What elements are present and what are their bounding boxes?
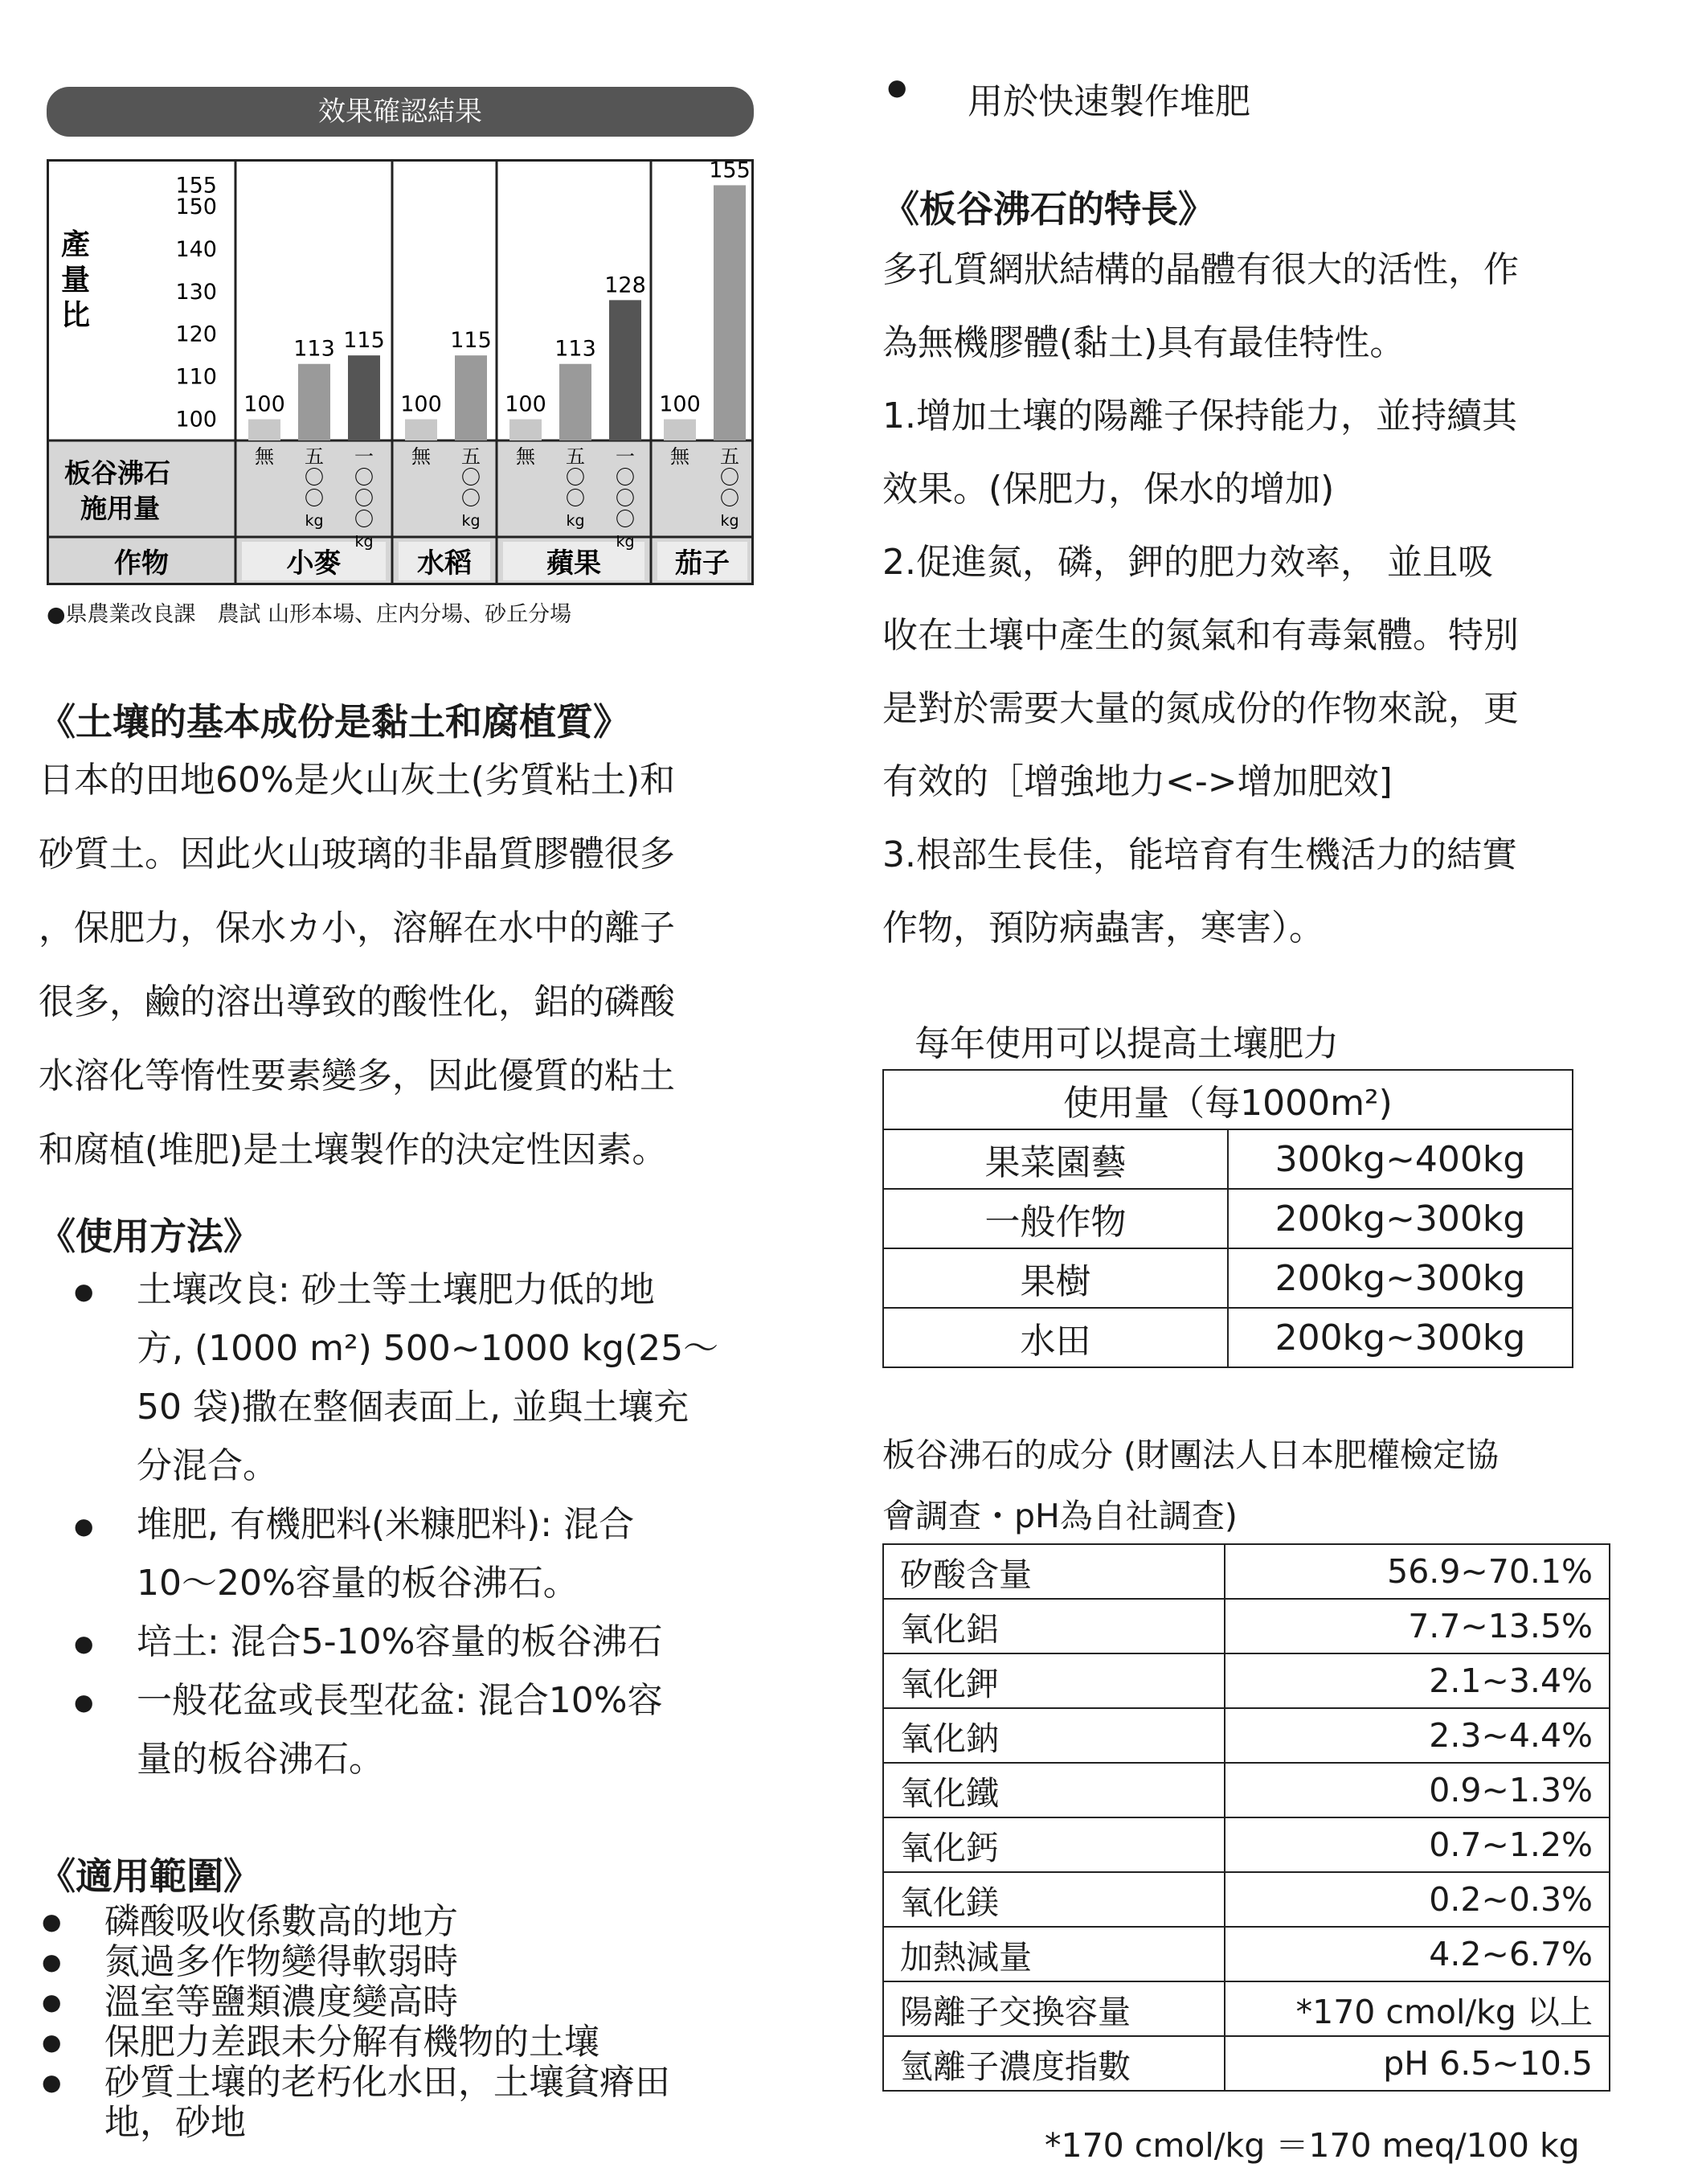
scope-heading: 《適用範圍》 <box>39 1854 260 1898</box>
amount-label: 〇 <box>305 487 324 510</box>
table-cell-component: 氧化鉀 <box>883 1653 1225 1708</box>
composition-caption-line: 會調查・pH為自社調查) <box>882 1497 1238 1535</box>
yield-chart <box>47 159 754 585</box>
table-row <box>883 1129 1573 1189</box>
table-cell-component: 矽酸含量 <box>883 1544 1225 1599</box>
bar <box>405 420 437 440</box>
amount-label: 〇 <box>305 466 324 489</box>
table-row <box>883 1763 1610 1817</box>
list-item <box>39 2063 794 2143</box>
y-axis-label: 產 <box>60 228 91 261</box>
table-header-cell: 使用量（每1000m²) <box>883 1070 1573 1129</box>
paragraph-line: ，保肥力，保水カ小，溶解在水中的離子 <box>39 908 675 949</box>
table-cell-amount: 200kg~300kg <box>1228 1189 1573 1248</box>
bar <box>455 355 487 440</box>
table-cell-amount: 200kg~300kg <box>1228 1308 1573 1367</box>
table-cell-amount: 200kg~300kg <box>1228 1248 1573 1308</box>
paragraph-line: 水溶化等惰性要素變多，因此優質的粘土 <box>39 1055 675 1096</box>
amount-label: 無 <box>516 445 535 468</box>
amount-label: 〇 <box>616 508 635 531</box>
amount-label: kg <box>566 512 585 530</box>
amount-row-label: 板谷沸石 <box>64 457 170 489</box>
table-row <box>883 1817 1610 1872</box>
amount-label: 〇 <box>566 487 585 510</box>
y-tick-label: 150 <box>175 194 217 219</box>
y-tick-label: 140 <box>175 236 217 262</box>
amount-label: 〇 <box>354 466 374 489</box>
table-cell-crop: 果菜園藝 <box>883 1129 1228 1189</box>
bar <box>348 355 380 440</box>
amount-label: 一 <box>354 445 374 468</box>
rate-caption: 每年使用可以提高土壤肥力 <box>914 1023 1339 1064</box>
list-item-line: 10～20%容量的板谷沸石。 <box>137 1563 579 1604</box>
list-item-line: 方, (1000 m²) 500~1000 kg(25～ <box>137 1328 719 1369</box>
table-row <box>883 1653 1610 1708</box>
table-cell-value: pH 6.5~10.5 <box>1225 2036 1610 2091</box>
paragraph-line: 2.促進氮，磷，鉀的肥力效率， 並且吸 <box>882 542 1493 583</box>
list-item-line: 量的板谷沸石。 <box>137 1739 384 1780</box>
amount-label: kg <box>305 512 324 530</box>
y-tick-label: 130 <box>175 279 217 305</box>
features-paragraph <box>882 233 1686 965</box>
list-item <box>39 1495 794 1612</box>
list-item-line: ● 磷酸吸收係數高的地方 <box>104 1901 458 1942</box>
table-cell-amount: 300kg~400kg <box>1228 1129 1573 1189</box>
list-item: ● 用於快速製作堆肥 <box>882 72 1250 124</box>
amount-label: 無 <box>670 445 689 468</box>
table-cell-crop: 水田 <box>883 1308 1228 1367</box>
table-cell-component: 陽離子交換容量 <box>883 1981 1225 2036</box>
paragraph-line: 3.根部生長佳，能培育有生機活力的結實 <box>882 834 1517 875</box>
paragraph-line: 很多，鹼的溶出導致的酸性化，鋁的磷酸 <box>39 981 675 1022</box>
y-tick-label: 110 <box>175 364 217 390</box>
amount-label: 五 <box>566 445 585 468</box>
paragraph-line: 日本的田地60%是火山灰土(劣質粘土)和 <box>39 760 676 801</box>
list-item-line: 50 袋)撒在整個表面上, 並與土壤充 <box>137 1387 689 1428</box>
list-item-line: ● 砂質土壤的老朽化水田，土壤貧瘠田 <box>104 2062 670 2103</box>
table-cell-crop: 一般作物 <box>883 1189 1228 1248</box>
chart-source: ●県農業改良課 農試 山形本場、庄内分場、砂丘分場 <box>47 602 572 627</box>
bar <box>509 420 542 440</box>
crop-row-label: 作物 <box>114 547 169 580</box>
paragraph-line: 和腐植(堆肥)是土壤製作的決定性因素。 <box>39 1129 668 1170</box>
compost-bullet <box>882 72 1250 124</box>
list-item-line: ● 保肥力差跟未分解有機物的土壤 <box>104 2022 599 2063</box>
table-cell-component: 氧化鎂 <box>883 1872 1225 1927</box>
paragraph-line: 為無機膠體(黏土)具有最佳特性。 <box>882 322 1405 363</box>
amount-label: 〇 <box>461 487 481 510</box>
list-item-line: ● 溫室等鹽類濃度變高時 <box>104 1981 458 2022</box>
list-item-line: ● 土壤改良: 砂土等土壤肥力低的地 <box>137 1269 655 1310</box>
chart-header: 效果確認結果 <box>47 87 754 137</box>
y-tick-label: 155 <box>175 173 217 199</box>
paragraph-line: 作物，預防病蟲害，寒害）。 <box>882 908 1324 949</box>
amount-label: 一 <box>616 445 635 468</box>
table-row <box>883 1308 1573 1367</box>
bar <box>298 364 330 440</box>
list-item <box>39 1942 794 1982</box>
list-item-line: 分混合。 <box>137 1445 278 1486</box>
paragraph-line: 效果。(保肥力，保水的增加) <box>882 469 1335 510</box>
paragraph-line: 1.增加土壤的陽離子保持能力，並持續其 <box>882 395 1517 436</box>
paragraph-line: 有效的［增強地力<->增加肥效] <box>882 761 1393 802</box>
crop-label: 蘋果 <box>546 547 601 580</box>
table-row <box>883 1981 1610 2036</box>
bar-value-label: 100 <box>243 391 285 417</box>
amount-label: 〇 <box>720 487 739 510</box>
amount-label: 五 <box>461 445 481 468</box>
amount-label: kg <box>616 533 635 551</box>
y-axis-label: 比 <box>60 299 91 332</box>
y-tick-label: 120 <box>175 322 217 347</box>
table-row <box>883 2036 1610 2091</box>
amount-label: 〇 <box>616 487 635 510</box>
paragraph-line: 砂質土。因此火山玻璃的非晶質膠體很多 <box>39 834 675 875</box>
table-cell-value: 0.9~1.3% <box>1225 1763 1610 1817</box>
paragraph-line: 是對於需要大量的氮成份的作物來說，更 <box>882 688 1519 729</box>
list-item <box>39 1671 794 1789</box>
bar-value-label: 113 <box>554 336 596 362</box>
bar-value-label: 155 <box>709 159 751 183</box>
table-row <box>883 1189 1573 1248</box>
table-row <box>883 1927 1610 1981</box>
list-item-line: ● 堆肥, 有機肥料(米糠肥料): 混合 <box>137 1504 635 1545</box>
crop-label: 水稻 <box>417 547 472 580</box>
table-cell-value: 2.3~4.4% <box>1225 1708 1610 1763</box>
table-cell-value: 56.9~70.1% <box>1225 1544 1610 1599</box>
table-row <box>883 1708 1610 1763</box>
list-item-line: ● 一般花盆或長型花盆: 混合10%容 <box>137 1680 663 1721</box>
bar <box>664 420 696 440</box>
paragraph-line: 多孔質網狀結構的晶體有很大的活性，作 <box>882 249 1519 290</box>
composition-footnote: *170 cmol/kg ＝170 meq/100 kg <box>1045 2126 1580 2165</box>
amount-label: 〇 <box>616 466 635 489</box>
soil-paragraph <box>39 744 794 1187</box>
list-item <box>39 2022 794 2063</box>
features-heading: 《板谷沸石的特長》 <box>882 187 1215 231</box>
table-cell-value: 2.1~3.4% <box>1225 1653 1610 1708</box>
list-item <box>39 1260 794 1495</box>
bar <box>559 364 591 440</box>
paragraph-line: 收在土壤中產生的氮氣和有毒氣體。特別 <box>882 615 1519 656</box>
crop-label: 小麥 <box>286 547 342 580</box>
list-item <box>39 1902 794 1942</box>
list-item <box>39 1612 794 1671</box>
table-row <box>883 1872 1610 1927</box>
table-cell-value: 4.2~6.7% <box>1225 1927 1610 1981</box>
composition-caption <box>882 1424 1686 1547</box>
bar-value-label: 100 <box>505 391 546 417</box>
table-row <box>883 1544 1610 1599</box>
list-item <box>39 1982 794 2022</box>
list-item-line: ● 氮過多作物變得軟弱時 <box>104 1941 458 1982</box>
soil-heading: 《土壤的基本成份是黏土和腐植質》 <box>39 700 630 744</box>
amount-label: 〇 <box>354 508 374 531</box>
table-row <box>883 1248 1573 1308</box>
bar-value-label: 128 <box>604 272 646 298</box>
bar-value-label: 115 <box>343 328 385 354</box>
usage-list <box>39 1260 794 1789</box>
amount-label: kg <box>720 512 739 530</box>
list-item-line: ● 培土: 混合5-10%容量的板谷沸石 <box>137 1621 663 1662</box>
amount-label: kg <box>461 512 481 530</box>
amount-label: 五 <box>305 445 324 468</box>
bar-value-label: 115 <box>450 328 492 354</box>
table-header-row <box>883 1070 1573 1129</box>
y-axis-label: 量 <box>60 264 91 297</box>
bar-value-label: 100 <box>659 391 701 417</box>
table-cell-component: 氧化鐵 <box>883 1763 1225 1817</box>
table-cell-component: 氧化鈉 <box>883 1708 1225 1763</box>
y-tick-label: 100 <box>175 407 217 432</box>
table-cell-value: 7.7~13.5% <box>1225 1599 1610 1653</box>
bar-value-label: 113 <box>293 336 335 362</box>
table-cell-value: 0.7~1.2% <box>1225 1817 1610 1872</box>
amount-label: 〇 <box>566 466 585 489</box>
amount-label: 〇 <box>354 487 374 510</box>
bar <box>714 185 746 440</box>
table-cell-value: 0.2~0.3% <box>1225 1872 1610 1927</box>
bar <box>609 300 641 440</box>
table-cell-component: 氫離子濃度指數 <box>883 2036 1225 2091</box>
table-cell-component: 氧化鋁 <box>883 1599 1225 1653</box>
scope-list <box>39 1902 794 2143</box>
amount-label: 五 <box>720 445 739 468</box>
amount-label: 無 <box>255 445 274 468</box>
amount-label: kg <box>354 533 374 551</box>
bar-value-label: 100 <box>400 391 442 417</box>
amount-label: 〇 <box>720 466 739 489</box>
amount-row-label: 施用量 <box>80 493 160 524</box>
crop-label: 茄子 <box>675 547 730 580</box>
table-cell-component: 氧化鈣 <box>883 1817 1225 1872</box>
table-cell-crop: 果樹 <box>883 1248 1228 1308</box>
table-cell-value: *170 cmol/kg 以上 <box>1225 1981 1610 2036</box>
amount-label: 〇 <box>461 466 481 489</box>
amount-label: 無 <box>411 445 431 468</box>
table-cell-component: 加熱減量 <box>883 1927 1225 1981</box>
usage-heading: 《使用方法》 <box>39 1215 260 1258</box>
bar <box>248 420 280 440</box>
usage-rate-table <box>882 1069 1573 1368</box>
composition-caption-line: 板谷沸石的成分 (財團法人日本肥權檢定協 <box>882 1436 1500 1474</box>
list-item-line: 地，砂地 <box>104 2102 246 2143</box>
composition-table <box>882 1543 1610 2092</box>
table-row <box>883 1599 1610 1653</box>
